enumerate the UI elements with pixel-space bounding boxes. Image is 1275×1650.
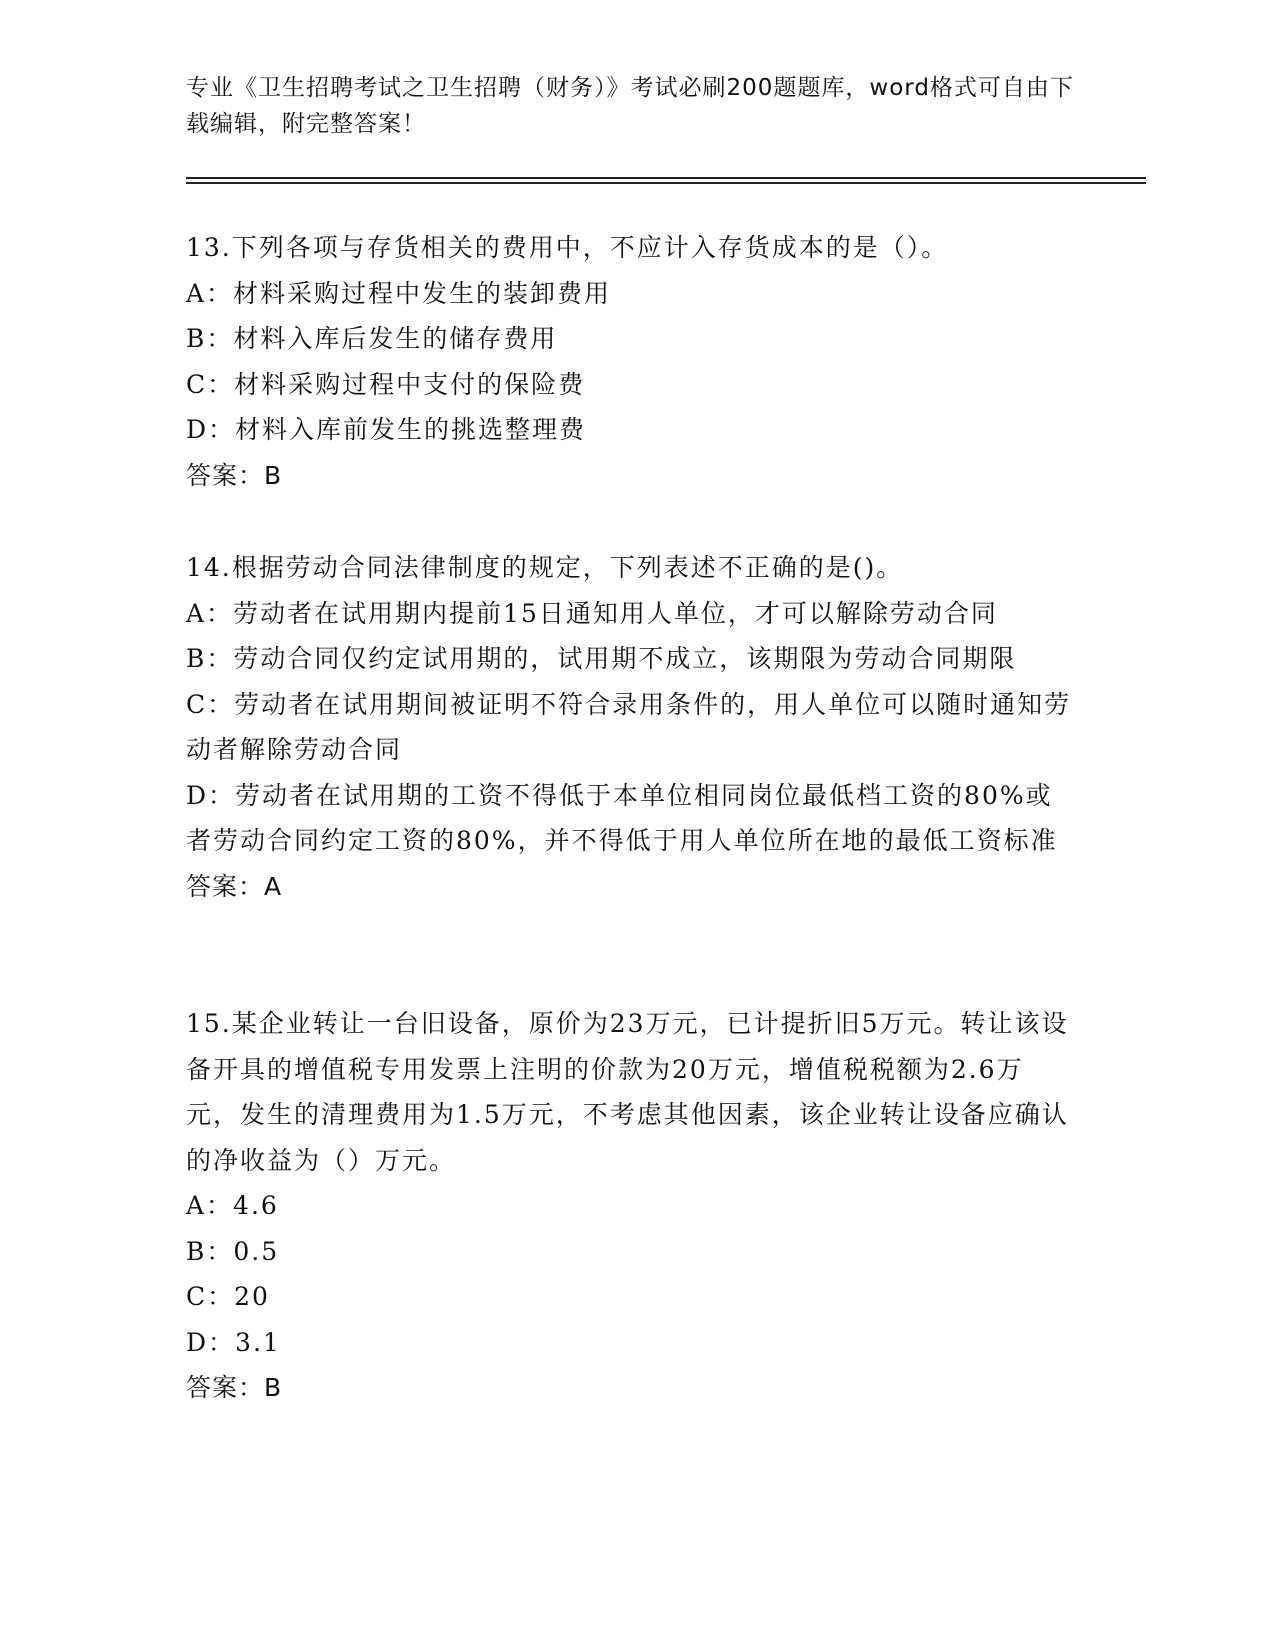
option-b: B：材料入库后发生的储存费用 [186, 324, 558, 353]
option-c: C：劳动者在试用期间被证明不符合录用条件的，用人单位可以随时通知劳动者解除劳动合同 [186, 689, 1072, 764]
question-15 [186, 1001, 1076, 1411]
option-b: B：劳动合同仅约定试用期的，试用期不成立，该期限为劳动合同期限 [186, 644, 1017, 673]
document-header: 专业《卫生招聘考试之卫生招聘（财务）》考试必刷200题题库，word格式可自由下载编辑，附完整答案！ [186, 75, 1074, 137]
option-c: C：材料采购过程中支付的保险费 [186, 369, 586, 399]
answer: 答案：A [186, 871, 283, 901]
option-b: B：0.5 [186, 1236, 280, 1266]
question-stem: 13.下列各项与存货相关的费用中，不应计入存货成本的是（）。 [186, 233, 949, 262]
option-c: C：20 [186, 1282, 270, 1311]
header-divider-bottom [186, 182, 1146, 184]
option-a: A：材料采购过程中发生的装卸费用 [186, 278, 612, 308]
option-d: D：劳动者在试用期的工资不得低于本单位相同岗位最低档工资的80%或者劳动合同约定工资的80%，并不得低于用人单位所在地的最低工资标准 [186, 780, 1058, 855]
header-divider-top [186, 177, 1146, 179]
option-a: A：劳动者在试用期内提前15日通知用人单位，才可以解除劳动合同 [186, 598, 998, 628]
answer: 答案：B [186, 460, 283, 490]
option-d: D：材料入库前发生的挑选整理费 [186, 415, 587, 444]
question-13 [186, 225, 1076, 498]
option-d: D：3.1 [186, 1327, 281, 1357]
question-14 [186, 545, 1076, 909]
answer: 答案：B [186, 1373, 283, 1402]
question-stem: 14.根据劳动合同法律制度的规定，下列表述不正确的是()。 [186, 553, 904, 582]
question-stem: 15.某企业转让一台旧设备，原价为23万元，已计提折旧5万元。转让该设备开具的增值税专用发票上注明的价款为20万元，增值税税额为2.6万元，发生的清理费用为1.5万元，不考虑其他因素，该企业转让设备应确认的净收益为（）万元。 [186, 1009, 1069, 1175]
option-a: A：4.6 [186, 1191, 279, 1220]
